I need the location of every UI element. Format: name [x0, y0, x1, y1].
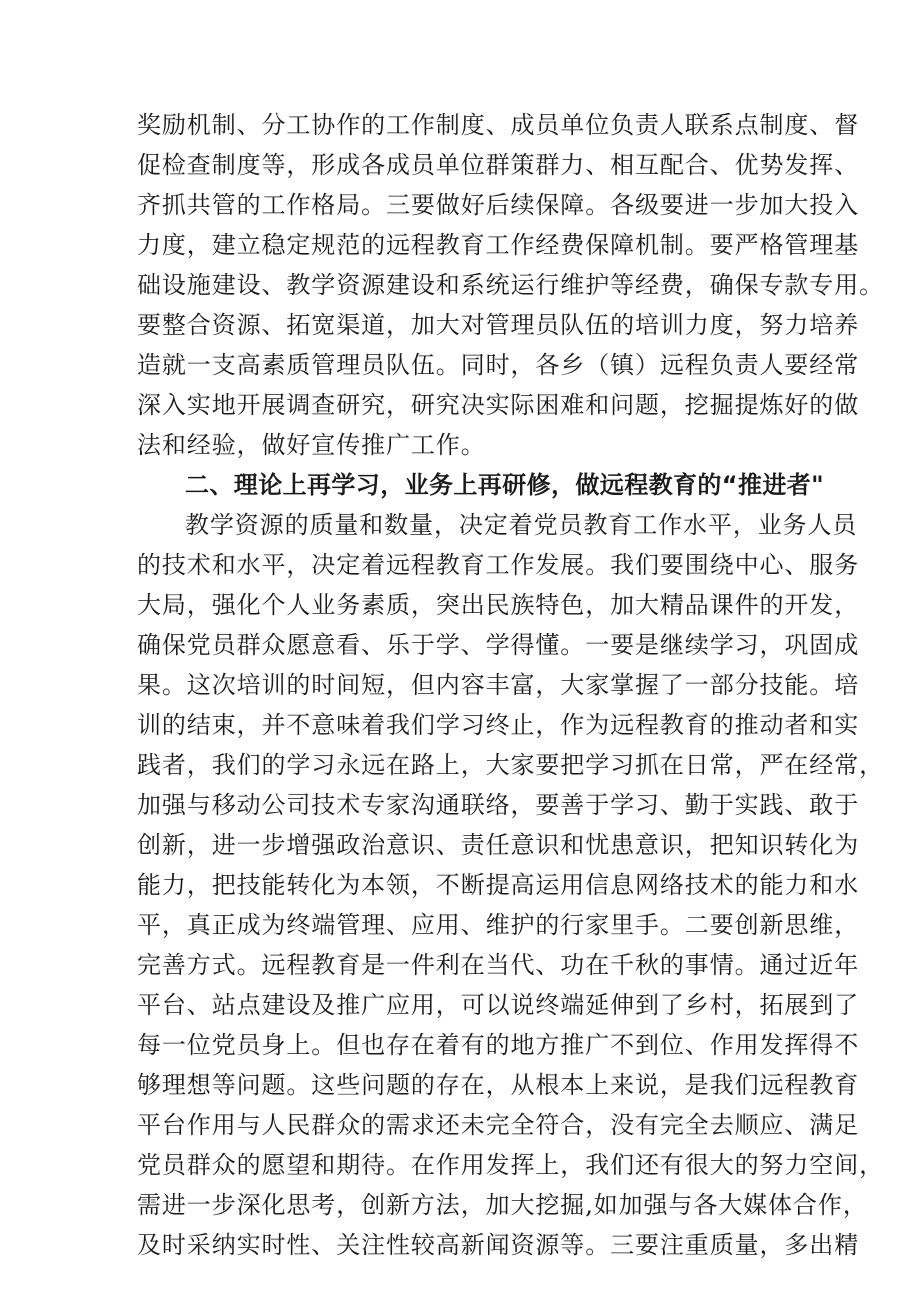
paragraph-line: 践者，我们的学习永远在路上，大家要把学习抓在日常，严在经常， [137, 751, 884, 779]
paragraph-line: 齐抓共管的工作格局。三要做好后续保障。各级要进一步加大投入 [137, 191, 860, 219]
paragraph-line: 础设施建设、教学资源建设和系统运行维护等经费，确保专款专用。 [137, 271, 884, 299]
paragraph-line: 果。这次培训的时间短，但内容丰富，大家掌握了一部分技能。培 [137, 671, 860, 699]
paragraph-line: 需进一步深化思考，创新方法，加大挖掘,如加强与各大媒体合作， [137, 1191, 868, 1219]
paragraph-line: 平台作用与人民群众的需求还未完全符合，没有完全去顺应、满足 [137, 1111, 860, 1139]
paragraph-line: 造就一支高素质管理员队伍。同时，各乡（镇）远程负责人要经常 [137, 351, 860, 379]
paragraph-line: 加强与移动公司技术专家沟通联络，要善于学习、勤于实践、敢于 [137, 791, 860, 819]
paragraph-line: 促检查制度等，形成各成员单位群策群力、相互配合、优势发挥、 [137, 151, 860, 179]
paragraph-line: 教学资源的质量和数量，决定着党员教育工作水平，业务人员 [185, 511, 858, 539]
paragraph-line: 确保党员群众愿意看、乐于学、学得懂。一要是继续学习，巩固成 [137, 631, 860, 659]
section-heading: 二、理论上再学习，业务上再研修，做远程教育的“推进者" [185, 471, 825, 499]
paragraph-line: 能力，把技能转化为本领，不断提高运用信息网络技术的能力和水 [137, 871, 860, 899]
paragraph-line: 每一位党员身上。但也存在着有的地方推广不到位、作用发挥得不 [137, 1031, 860, 1059]
paragraph-line: 平，真正成为终端管理、应用、维护的行家里手。二要创新思维， [137, 911, 860, 939]
paragraph-line: 创新，进一步增强政治意识、责任意识和忧患意识，把知识转化为 [137, 831, 860, 859]
paragraph-line: 法和经验，做好宣传推广工作。 [137, 431, 486, 459]
paragraph-line: 够理想等问题。这些问题的存在，从根本上来说，是我们远程教育 [137, 1071, 860, 1099]
paragraph-line: 深入实地开展调查研究，研究决实际困难和问题，挖掘提炼好的做 [137, 391, 860, 419]
paragraph-line: 及时采纳实时性、关注性较高新闻资源等。三要注重质量，多出精 [137, 1231, 860, 1259]
paragraph-line: 奖励机制、分工协作的工作制度、成员单位负责人联系点制度、督 [137, 111, 860, 139]
paragraph-line: 要整合资源、拓宽渠道，加大对管理员队伍的培训力度，努力培养 [137, 311, 860, 339]
paragraph-line: 训的结束，并不意味着我们学习终止，作为远程教育的推动者和实 [137, 711, 860, 739]
paragraph-line: 党员群众的愿望和期待。在作用发挥上，我们还有很大的努力空间， [137, 1151, 884, 1179]
paragraph-line: 大局，强化个人业务素质，突出民族特色，加大精品课件的开发， [137, 591, 860, 619]
paragraph-line: 平台、站点建设及推广应用，可以说终端延伸到了乡村，拓展到了 [137, 991, 860, 1019]
paragraph-line: 的技术和水平，决定着远程教育工作发展。我们要围绕中心、服务 [137, 551, 860, 579]
paragraph-line: 力度，建立稳定规范的远程教育工作经费保障机制。要严格管理基 [137, 231, 860, 259]
paragraph-line: 完善方式。远程教育是一件利在当代、功在千秋的事情。通过近年 [137, 951, 860, 979]
